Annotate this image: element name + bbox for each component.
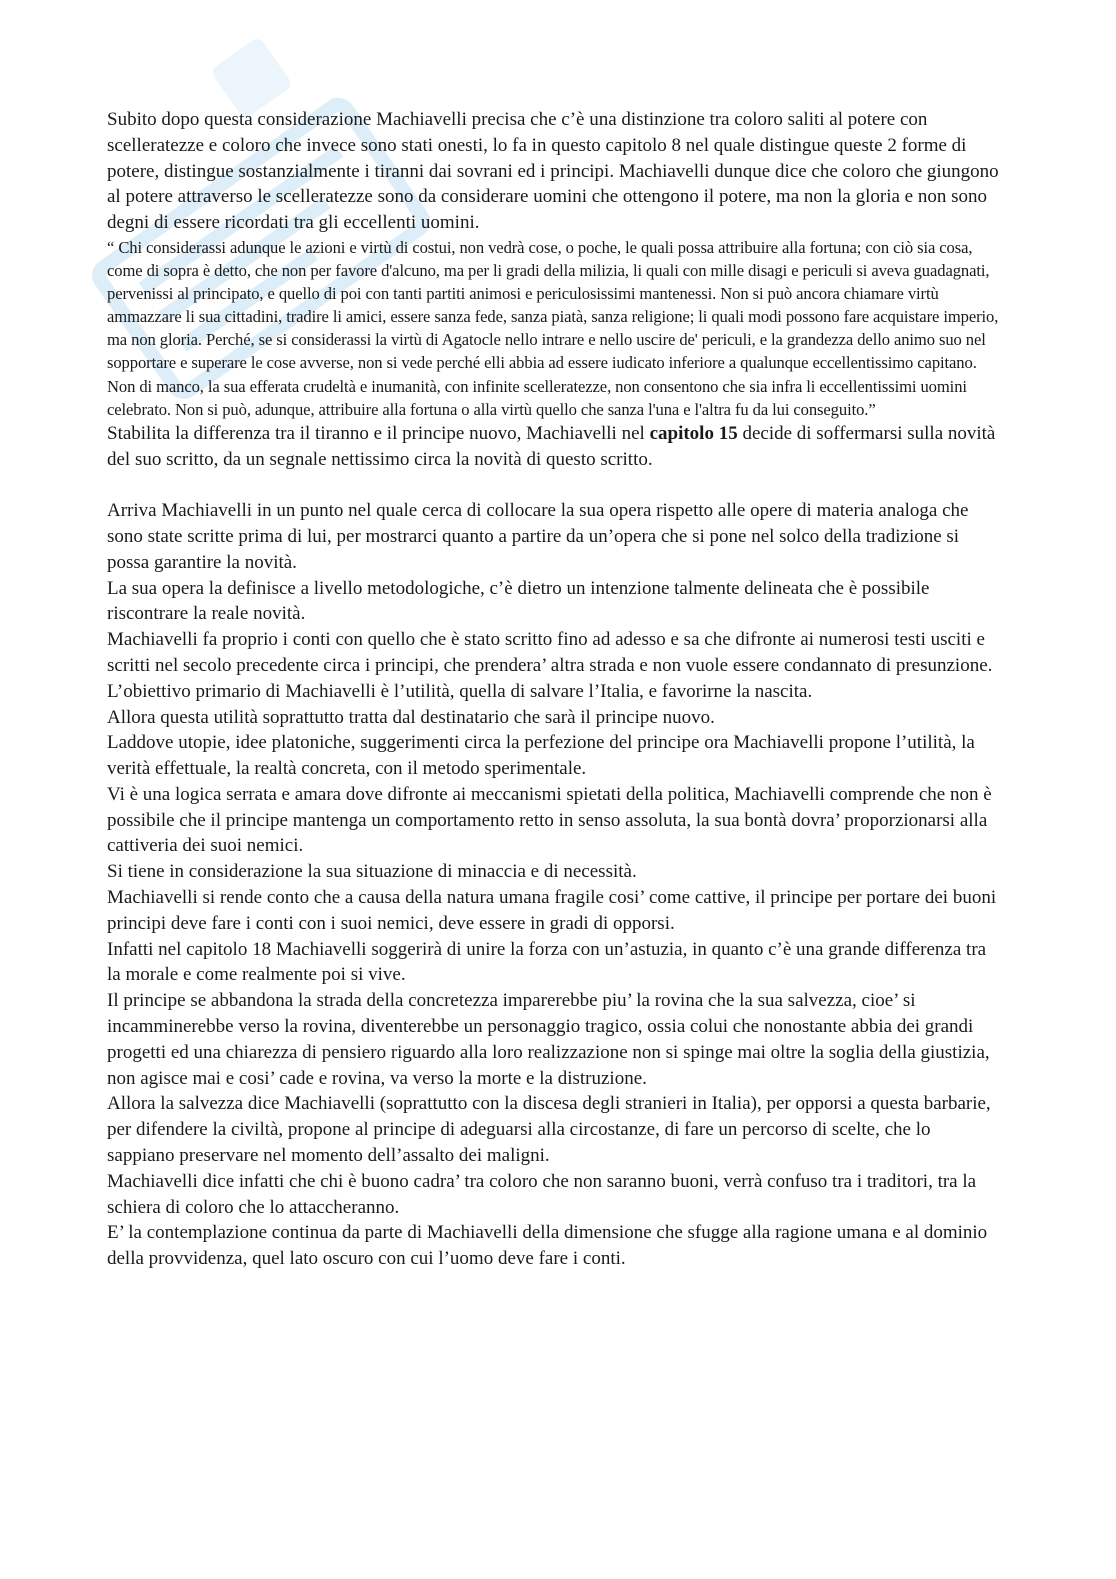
paragraph-chapter-15 [107,421,1002,473]
paragraph: L’obiettivo primario di Machiavelli è l’utilità, quella di salvare l’Italia, e favorirne la nascita. [107,680,813,702]
paragraph-chapter-15-after: decide di soffermarsi sulla novità del suo scritto, da un segnale nettissimo circa la novità di questo scritto. [107,422,996,470]
paragraph: Vi è una logica serrata e amara dove difronte ai meccanismi spietati della politica, Machiavelli comprende che non è possibile che il principe mantenga un comportamento retto in senso assoluta, la sua bontà dovra’ proporzionarsi alla cattiveria dei suoi nemici. [107,783,992,857]
document-body [107,107,1002,1272]
paragraph-intro: Subito dopo questa considerazione Machiavelli precisa che c’è una distinzione tra coloro saliti al potere con scelleratezze e coloro che invece sono stati onesti, lo fa in questo capitolo 8 nel quale distingue queste 2 forme di potere, distingue sostanzialmente i tiranni dai sovrani ed i principi. Machiavelli dunque dice che coloro che giungono al potere attraverso le scelleratezze sono da considerare uomini che ottengono il potere, ma non la gloria e non sono degni di essere ricordati tra gli eccellenti uomini. [107,109,999,234]
paragraph: Machiavelli dice infatti che chi è buono cadra’ tra coloro che non saranno buoni, verrà confuso tra i traditori, tra la schiera di coloro che lo attaccheranno. [107,1170,977,1218]
paragraph: Allora la salvezza dice Machiavelli (soprattutto con la discesa degli stranieri in Italia), per opporsi a questa barbarie, per difendere la civiltà, propone al principe di adeguarsi alla circostanze, di fare un percorso di scelte, che lo sappiano preservare nel momento dell’assalto dei maligni. [107,1093,991,1167]
paragraph: Arriva Machiavelli in un punto nel quale cerca di collocare la sua opera rispetto alle opere di materia analoga che sono state scritte prima di lui, per mostrarci quanto a partire da un’opera che si pone nel solco della tradizione si possa garantire la novità. [107,500,969,573]
paragraph: Il principe se abbandona la strada della concretezza imparerebbe piu’ la rovina che la sua salvezza, cioe’ si incamminerebbe verso la rovina, diventerebbe un personaggio tragico, ossia colui che nonostante abbia dei grandi progetti ed una chiarezza di pensiero riguardo alla loro realizzazione non si spinge mai oltre la soglia della giustizia, non agisce mai e cosi’ cade e rovina, va verso la morte e la distruzione. [107,990,990,1089]
paragraph: Machiavelli fa proprio i conti con quello che è stato scritto fino ad adesso e sa che difronte ai numerosi testi usciti e scritti nel secolo precedente circa i principi, che prendera’ altra strada e non vuole essere condannato di presunzione. [107,629,993,676]
paragraph: Laddove utopie, idee platoniche, suggerimenti circa la perfezione del principe ora Machiavelli propone l’utilità, la verità effettuale, la realtà concreta, con il metodo sperimentale. [107,732,975,780]
chapter-15-bold: capitolo 15 [649,422,738,444]
paragraph: Infatti nel capitolo 18 Machiavelli soggerirà di unire la forza con un’astuzia, in quanto c’è una grande differenza tra la morale e come realmente poi si vive. [107,938,987,986]
paragraph: Allora questa utilità soprattutto tratta dal destinatario che sarà il principe nuovo. [107,706,715,728]
paragraph-chapter-15-before: Stabilita la differenza tra il tiranno e il principe nuovo, Machiavelli nel [107,422,650,444]
paragraph: Machiavelli si rende conto che a causa della natura umana fragile cosi’ come cattive, il principe per portare dei buoni principi deve fare i conti con i suoi nemici, deve essere in gradi di opporsi. [107,887,997,934]
quotation-block: “ Chi considerassi adunque le azioni e virtù di costui, non vedrà cose, o poche, le quali possa attribuire alla fortuna; con ciò sia cosa, come di sopra è detto, che non per favore d'alcuno, ma per li gradi della milizia, li quali con mille disagi e periculi si aveva guadagnati, pervenissi al principato, e quello di poi con tanti partiti animosi e periculosissimi mantenessi. Non si può ancora chiamare virtù ammazzare li sua cittadini, tradire li amici, essere sanza fede, sanza piatà, sanza religione; li quali modi possono fare acquistare imperio, ma non gloria. Perché, se si considerassi la virtù di Agatocle nello intrare e nello uscire de' periculi, e la grandezza dello animo suo nel sopportare e superare le cose avverse, non si vede perché elli abbia ad essere iudicato inferiore a qualunque eccellentissimo capitano. Non di manco, la sua efferata crudeltà e inumanità, con infinite scelleratezze, non consentono che sia infra li eccellentissimi uomini celebrato. Non si può, adunque, attribuire alla fortuna o alla virtù quello che sanza l'una e l'altra fu da lui conseguito.” [107,237,999,419]
paragraph-spacer [107,472,1002,498]
paragraph: Si tiene in considerazione la sua situazione di minaccia e di necessità. [107,861,637,883]
paragraph: La sua opera la definisce a livello metodologiche, c’è dietro un intenzione talmente delineata che è possibile riscontrare la reale novità. [107,577,930,625]
paragraph: E’ la contemplazione continua da parte di Machiavelli della dimensione che sfugge alla ragione umana e al dominio della provvidenza, quel lato oscuro con cui l’uomo deve fare i conti. [107,1222,988,1270]
